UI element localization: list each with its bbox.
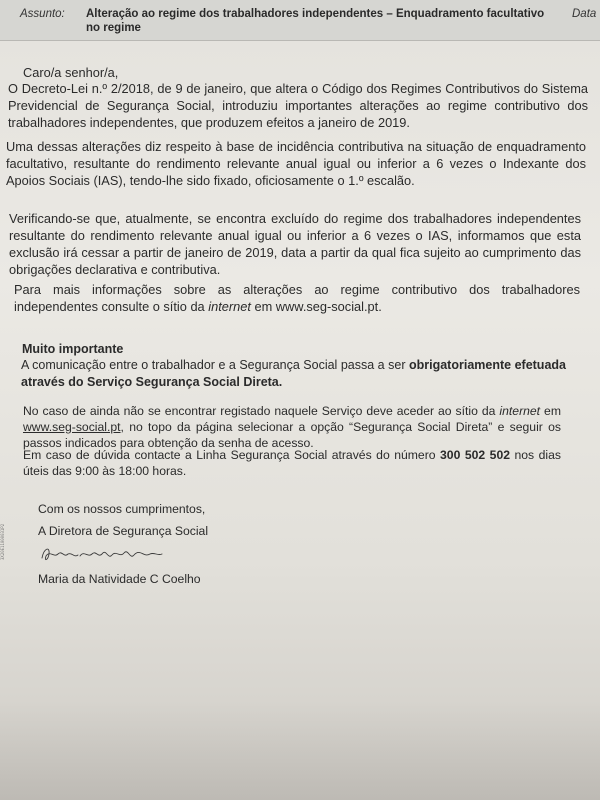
paragraph-more-info (14, 281, 580, 315)
date-label: Data (572, 8, 597, 20)
paragraph-decree: O Decreto-Lei n.º 2/2018, de 9 de janeiro, que altera o Código dos Regimes Contributivos do Sistema Previdencial de Segurança Social, introduziu importantes alterações ao regime contributivo dos trabalhadores independentes, que produzem efeitos a janeiro de 2019. (8, 81, 588, 130)
subject-header (0, 0, 600, 41)
more-info-url: em www.seg-social.pt. (250, 299, 382, 314)
contact-hours: nos dias úteis das 9:00 às 18:00 horas. (23, 448, 562, 478)
communication-bold: obrigatoriamente efetuada através do Serviço Segurança Social Direta. (21, 358, 566, 389)
registration-text-3: , no topo da página selecionar a opção “Segurança Social Direta” e seguir os passos indicados para obtenção da senha de acesso. (23, 420, 561, 450)
registration-text-2: em (540, 404, 561, 418)
subject-text: Alteração ao regime dos trabalhadores independentes – Enquadramento facultativo no regime (86, 8, 545, 34)
important-registration (23, 403, 561, 451)
greeting: Caro/a senhor/a, (23, 65, 119, 80)
signer-name: Maria da Natividade C Coelho (38, 572, 201, 586)
communication-text: A comunicação entre o trabalhador e a Segurança Social passa a ser (21, 358, 409, 372)
contact-text: Em caso de dúvida contacte a Linha Segurança Social através do número (23, 448, 441, 462)
side-document-code: 3X20E11000031P2 (0, 523, 5, 560)
more-info-text: Para mais informações sobre as alterações ao regime contributivo dos trabalhadores independentes consulte o sítio da (14, 282, 580, 314)
internet-word-2: internet (499, 404, 541, 418)
phone-number: 300 502 502 (440, 448, 511, 462)
registration-text: No caso de ainda não se encontrar registado naquele Serviço deve aceder ao sítio da (23, 404, 500, 418)
director-title: A Diretora de Segurança Social (38, 524, 209, 538)
subject-label: Assunto: (20, 8, 65, 20)
important-heading: Muito importante (22, 342, 124, 356)
seg-social-link[interactable]: www.seg-social.pt (23, 420, 121, 434)
paragraph-incidence: Uma dessas alterações diz respeito à base de incidência contributiva na situação de enquadramento facultativo, resultante do rendimento relevante anual igual ou inferior a 6 vezes o Indexante dos Apoios Sociais (IAS), tendo-lhe sido fixado, oficiosamente o 1.º escalão. (6, 139, 586, 188)
closing-line: Com os nossos cumprimentos, (38, 502, 206, 516)
internet-word: internet (208, 299, 251, 314)
important-communication (21, 357, 566, 391)
paragraph-exclusion: Verificando-se que, atualmente, se encontra excluído do regime dos trabalhadores independentes resultante do rendimento relevante anual igual ou inferior a 6 vezes o IAS, informamos que esta exclusão irá cessar a partir de janeiro de 2019, data a partir da qual fica sujeito ao cumprimento das obrigações declarativa e contributiva. (9, 211, 581, 277)
important-contact (23, 447, 561, 479)
handwritten-signature (36, 540, 164, 568)
page-shadow (0, 700, 600, 800)
